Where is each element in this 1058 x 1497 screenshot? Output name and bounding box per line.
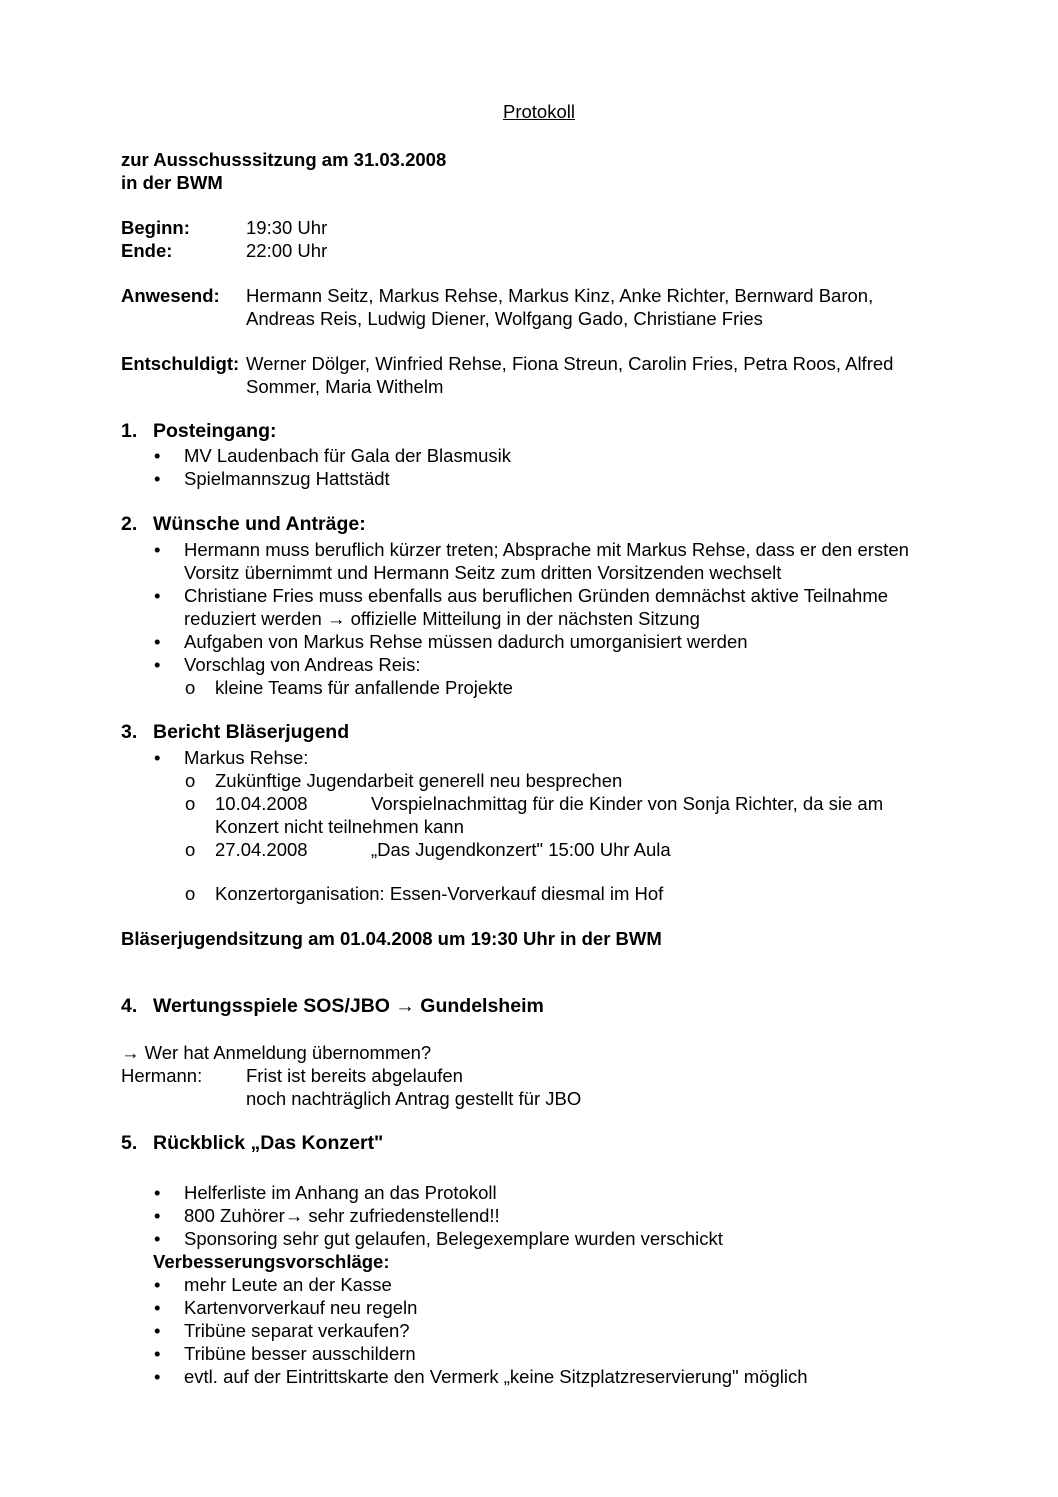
list-item: • evtl. auf der Eintrittskarte den Vermerk „keine Sitzplatzreservierung" möglich bbox=[184, 1365, 808, 1388]
list-item-continued: Vorsitz übernimmt und Hermann Seitz zum dritten Vorsitzenden wechselt bbox=[184, 562, 782, 583]
list-item: • Aufgaben von Markus Rehse müssen dadurch umorganisiert werden bbox=[184, 630, 748, 653]
section-4-number: 4. bbox=[121, 995, 138, 1017]
end-label: Ende: bbox=[121, 240, 173, 261]
meeting-line-2: in der BWM bbox=[121, 172, 223, 193]
section-5-heading bbox=[121, 1132, 384, 1155]
section-2-title: Wünsche und Anträge: bbox=[153, 513, 366, 535]
begin-value: 19:30 Uhr bbox=[246, 217, 328, 238]
arrow-icon: → bbox=[395, 995, 415, 1017]
present-label: Anwesend: bbox=[121, 285, 220, 306]
answer-line-2: noch nachträglich Antrag gestellt für JBO bbox=[246, 1088, 582, 1109]
respondent-label: Hermann: bbox=[121, 1065, 203, 1086]
list-item: • MV Laudenbach für Gala der Blasmusik bbox=[184, 444, 511, 467]
meeting-line-1: zur Ausschusssitzung am 31.03.2008 bbox=[121, 149, 447, 170]
section-4-title-a: Wertungsspiele SOS/JBO bbox=[153, 995, 390, 1017]
section-1-number: 1. bbox=[121, 420, 138, 442]
begin-label: Beginn: bbox=[121, 217, 190, 238]
section-5-title: Rückblick „Das Konzert" bbox=[153, 1132, 384, 1154]
section-2-heading bbox=[121, 513, 366, 536]
section-4-title-b: Gundelsheim bbox=[420, 995, 544, 1017]
list-item: • 800 Zuhörer→ sehr zufriedenstellend!! bbox=[184, 1204, 500, 1227]
list-item: • Vorschlag von Andreas Reis: bbox=[184, 653, 421, 676]
sub-list-item-continued: Konzert nicht teilnehmen kann bbox=[215, 816, 464, 837]
section-3-number: 3. bbox=[121, 721, 138, 743]
section-1-heading bbox=[121, 420, 277, 443]
sub-list-item-text: „Das Jugendkonzert" 15:00 Uhr Aula bbox=[371, 839, 671, 860]
section-4-heading bbox=[121, 995, 544, 1018]
list-item: • Kartenvorverkauf neu regeln bbox=[184, 1296, 417, 1319]
sub-list-item: o Zukünftige Jugendarbeit generell neu besprechen bbox=[215, 769, 622, 792]
excused-line-1: Werner Dölger, Winfried Rehse, Fiona Streun, Carolin Fries, Petra Roos, Alfred bbox=[246, 353, 894, 374]
list-item: • Hermann muss beruflich kürzer treten; Absprache mit Markus Rehse, dass er den ersten bbox=[184, 538, 909, 561]
section-5-number: 5. bbox=[121, 1132, 138, 1154]
list-item: • Helferliste im Anhang an das Protokoll bbox=[184, 1181, 497, 1204]
list-item-continued: reduziert werden → offizielle Mitteilung in der nächsten Sitzung bbox=[184, 608, 700, 629]
excused-line-2: Sommer, Maria Withelm bbox=[246, 376, 444, 397]
sub-list-item-date: o 10.04.2008 bbox=[215, 792, 308, 815]
list-item: • Sponsoring sehr gut gelaufen, Belegexemplare wurden verschickt bbox=[184, 1227, 723, 1250]
list-item: • Tribüne separat verkaufen? bbox=[184, 1319, 410, 1342]
list-item: • Christiane Fries muss ebenfalls aus beruflichen Gründen demnächst aktive Teilnahme bbox=[184, 584, 888, 607]
present-line-1: Hermann Seitz, Markus Rehse, Markus Kinz, Anke Richter, Bernward Baron, bbox=[246, 285, 874, 306]
section-3-title: Bericht Bläserjugend bbox=[153, 721, 350, 743]
list-item: • mehr Leute an der Kasse bbox=[184, 1273, 392, 1296]
page-title: Protokoll bbox=[503, 101, 575, 122]
registration-question: → Wer hat Anmeldung übernommen? bbox=[121, 1042, 432, 1063]
present-line-2: Andreas Reis, Ludwig Diener, Wolfgang Gado, Christiane Fries bbox=[246, 308, 763, 329]
sub-list-item: o Konzertorganisation: Essen-Vorverkauf diesmal im Hof bbox=[215, 882, 663, 905]
section-1-title: Posteingang: bbox=[153, 420, 277, 442]
improvements-label: Verbesserungsvorschläge: bbox=[153, 1251, 390, 1272]
answer-line-1: Frist ist bereits abgelaufen bbox=[246, 1065, 463, 1086]
list-item: • Markus Rehse: bbox=[184, 746, 308, 769]
list-item: • Spielmannszug Hattstädt bbox=[184, 467, 390, 490]
section-3-heading bbox=[121, 721, 350, 744]
sub-list-item: o kleine Teams für anfallende Projekte bbox=[215, 676, 513, 699]
list-item: • Tribüne besser ausschildern bbox=[184, 1342, 416, 1365]
section-2-number: 2. bbox=[121, 513, 138, 535]
youth-meeting-note: Bläserjugendsitzung am 01.04.2008 um 19:30 Uhr in der BWM bbox=[121, 928, 662, 949]
sub-list-item-text: Vorspielnachmittag für die Kinder von Sonja Richter, da sie am bbox=[371, 793, 884, 814]
excused-label: Entschuldigt: bbox=[121, 353, 240, 374]
end-value: 22:00 Uhr bbox=[246, 240, 328, 261]
sub-list-item-date: o 27.04.2008 bbox=[215, 838, 308, 861]
